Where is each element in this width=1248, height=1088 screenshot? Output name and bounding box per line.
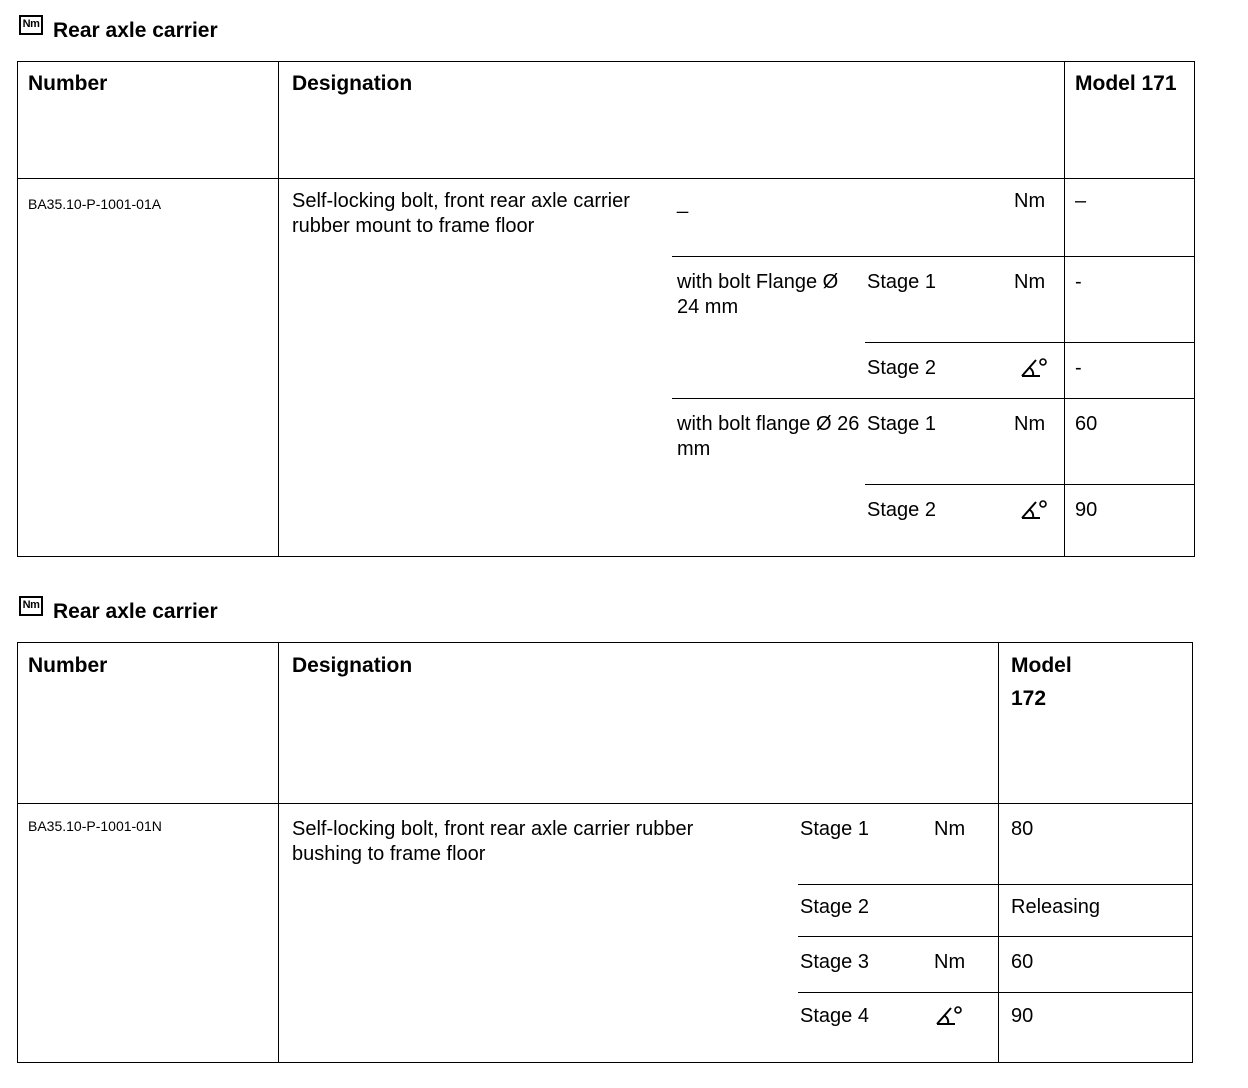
condition-label: with bolt Flange Ø 24 mm [677,271,839,318]
section-title: Rear axle carrier [53,600,218,623]
stage-label: Stage 1 [800,818,869,840]
stage-label: Stage 4 [800,1005,869,1027]
stage-label: Stage 2 [867,357,936,379]
torque-value: 90 [1011,1005,1034,1027]
condition-label: with bolt flange Ø 26 mm [677,413,860,460]
unit-nm: Nm [1014,190,1046,212]
header-model: Model [1011,654,1072,677]
designation-text: Self-locking bolt, front rear axle carrier rubber mount to frame floor [292,190,630,237]
condition-label: _ [677,192,689,214]
unit-nm: Nm [934,951,966,973]
angle-icon [1019,498,1049,522]
header-designation: Designation [292,72,413,95]
torque-value: 80 [1011,818,1034,840]
nm-torque-icon: Nm [19,15,43,35]
header-number: Number [28,654,108,677]
torque-value: - [1075,357,1082,379]
torque-value: 60 [1075,413,1098,435]
unit-nm: Nm [1014,413,1046,435]
unit-nm: Nm [1014,271,1046,293]
header-model: Model 171 [1075,72,1177,95]
designation-text: Self-locking bolt, front rear axle carrier rubber bushing to frame floor [292,818,694,865]
torque-table-171 [17,61,1195,557]
part-number: BA35.10-P-1001-01A [28,196,162,212]
angle-icon [934,1004,964,1028]
section-title: Rear axle carrier [53,19,218,42]
torque-value: 60 [1011,951,1034,973]
torque-value: – [1075,190,1087,212]
stage-label: Stage 2 [867,499,936,521]
header-model-number: 172 [1011,687,1047,710]
torque-value: Releasing [1011,896,1100,918]
stage-label: Stage 3 [800,951,869,973]
header-designation: Designation [292,654,413,677]
torque-value: - [1075,271,1082,293]
part-number: BA35.10-P-1001-01N [28,818,162,834]
header-number: Number [28,72,108,95]
unit-nm: Nm [934,818,966,840]
stage-label: Stage 1 [867,413,936,435]
torque-value: 90 [1075,499,1098,521]
nm-torque-icon: Nm [19,596,43,616]
stage-label: Stage 1 [867,271,936,293]
stage-label: Stage 2 [800,896,869,918]
angle-icon [1019,356,1049,380]
